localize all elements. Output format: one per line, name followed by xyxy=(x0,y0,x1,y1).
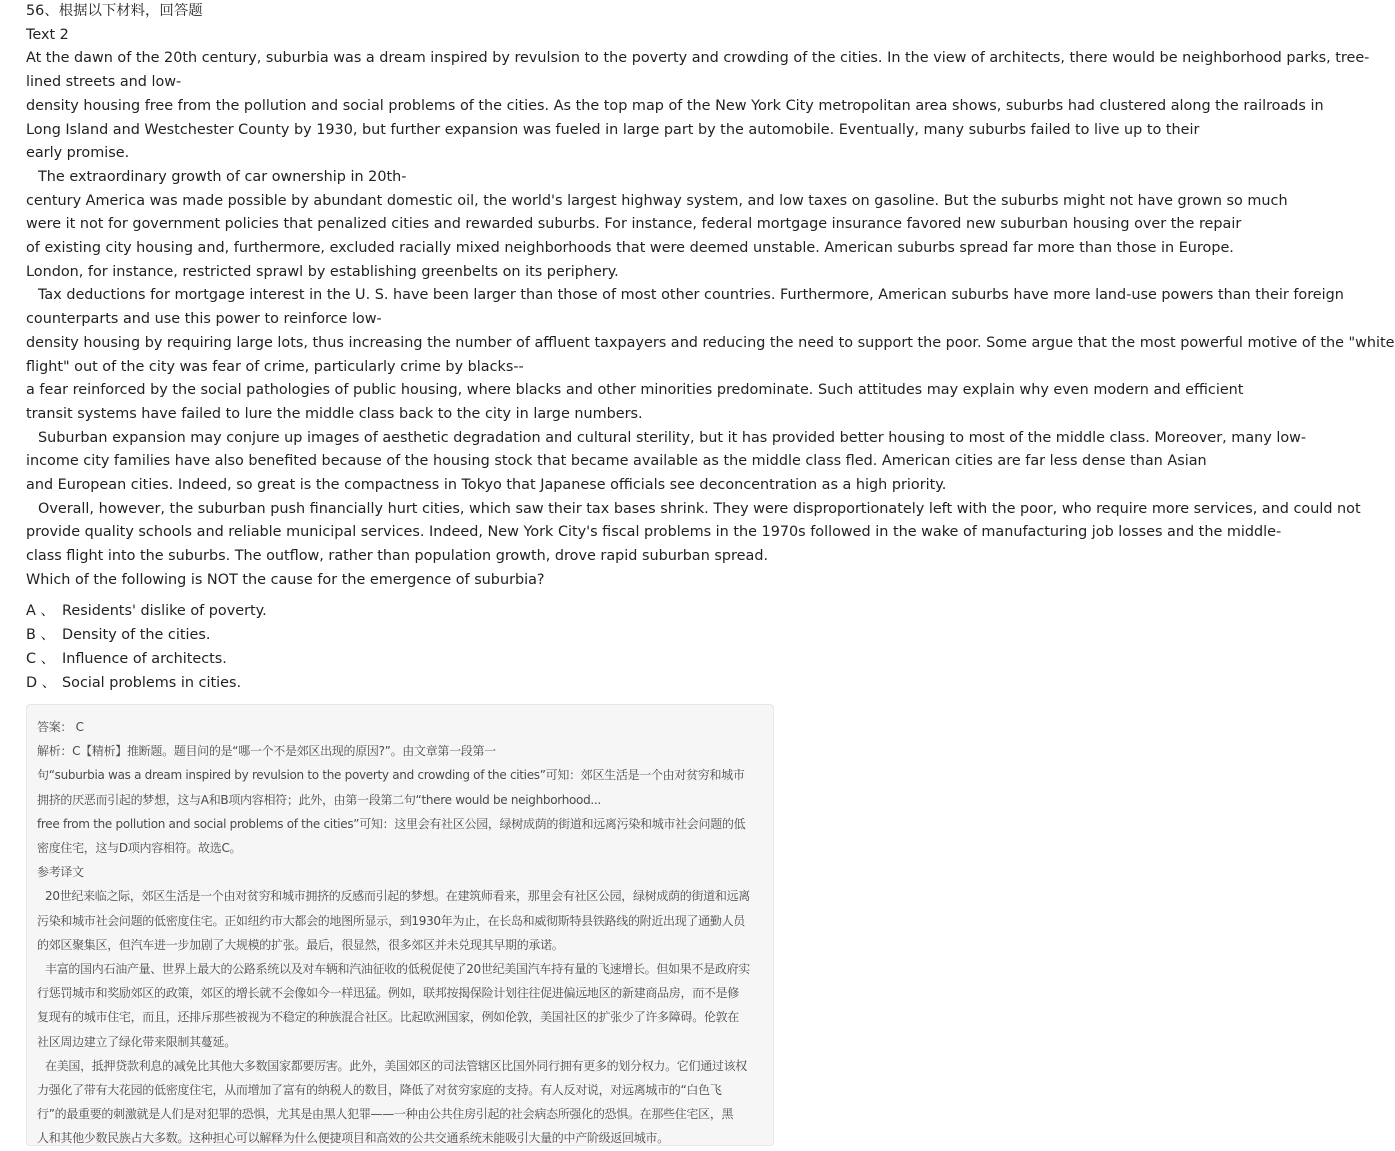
answer-line: 答案： C xyxy=(37,720,84,734)
option-letter: B 、 xyxy=(26,627,55,643)
passage-line: Tax deductions for mortgage interest in the U. S. have been larger than those of most other countries. Furthermore, American suburbs have more land-use powers than their foreign xyxy=(38,287,1344,304)
option-a xyxy=(26,599,267,623)
passage-line: density housing free from the pollution and social problems of the cities. As the top map of the New York City metropolitan area shows, suburbs had clustered along the railroads in xyxy=(26,97,1324,114)
passage-line: early promise. xyxy=(26,145,130,162)
explanation-line: 力强化了带有大花园的低密度住宅，从而增加了富有的纳税人的数目，降低了对贫穷家庭的支持。有人反对说，对远离城市的“白色飞 xyxy=(37,1083,722,1098)
explanation-line: 句“suburbia was a dream inspired by revulsion to the poverty and crowding of the cities”可知：郊区生活是一个由对贫穷和城市 xyxy=(37,768,745,783)
explanation-line: 人和其他少数民族占大多数。这种担心可以解释为什么便捷项目和高效的公共交通系统未能吸引大量的中产阶级返回城市。 xyxy=(37,1131,669,1146)
explanation-line: 拥挤的厌恶而引起的梦想，这与A和B项内容相符；此外，由第一段第二句“there would be neighborhood... xyxy=(37,792,601,807)
passage-line: flight" out of the city was fear of crime, particularly crime by blacks-- xyxy=(26,358,524,375)
answer-box xyxy=(26,704,774,1146)
passage-line: Suburban expansion may conjure up images of aesthetic degradation and cultural sterility, but it has provided better housing to most of the middle class. Moreover, many low- xyxy=(38,429,1307,446)
passage-line: At the dawn of the 20th century, suburbia was a dream inspired by revulsion to the poverty and crowding of the cities. In the view of architects, there would be neighborhood parks, tree- xyxy=(26,50,1370,67)
explanation-line: 20世纪来临之际，郊区生活是一个由对贫穷和城市拥挤的反感而引起的梦想。在建筑师看来，那里会有社区公园，绿树成荫的街道和远离 xyxy=(45,889,750,904)
passage-line: Which of the following is NOT the cause for the emergence of suburbia? xyxy=(26,571,545,588)
passage xyxy=(26,47,1395,592)
explanation-line: 密度住宅，这与D项内容相符。故选C。 xyxy=(37,841,242,856)
question-header: 56、根据以下材料，回答题 xyxy=(26,3,203,19)
passage-line: London, for instance, restricted sprawl by establishing greenbelts on its periphery. xyxy=(26,263,619,280)
explanation-line: 行”的最重要的刺激就是人们是对犯罪的恐惧，尤其是由黑人犯罪——一种由公共住房引起的社会病态所强化的恐惧。在那些住宅区，黑 xyxy=(37,1107,734,1122)
option-text: Social problems in cities. xyxy=(62,675,242,691)
explanation-line: 污染和城市社会问题的低密度住宅。正如纽约市大都会的地图所显示，到1930年为止，在长岛和威彻斯特县铁路线的附近出现了通勤人员 xyxy=(37,913,745,928)
option-letter: A 、 xyxy=(26,603,55,619)
passage-line: a fear reinforced by the social pathologies of public housing, where blacks and other minorities predominate. Such attitudes may explain why even modern and efficient xyxy=(26,382,1244,399)
passage-line: lined streets and low- xyxy=(26,74,182,91)
answer-content xyxy=(27,705,773,1151)
passage-line: century America was made possible by abundant domestic oil, the world's largest highway system, and low taxes on gasoline. But the suburbs might not have grown so much xyxy=(26,192,1288,209)
option-text: Residents' dislike of poverty. xyxy=(62,603,267,619)
passage-line: provide quality schools and reliable municipal services. Indeed, New York City's fiscal problems in the 1970s followed in the wake of manufacturing job losses and the middle- xyxy=(26,524,1282,541)
option-letter: D 、 xyxy=(26,675,57,691)
passage-line: Long Island and Westchester County by 1930, but further expansion was fueled in large part by the automobile. Eventually, many suburbs failed to live up to their xyxy=(26,121,1200,138)
question-block xyxy=(26,0,1395,593)
explanation-line: 社区周边建立了绿化带来限制其蔓延。 xyxy=(37,1034,236,1049)
passage-line: and European cities. Indeed, so great is the compactness in Tokyo that Japanese officials see deconcentration as a high priority. xyxy=(26,477,947,494)
passage-line: class flight into the suburbs. The outflow, rather than population growth, drove rapid suburban spread. xyxy=(26,548,769,565)
options-list xyxy=(26,599,267,695)
option-c xyxy=(26,647,267,671)
passage-line: The extraordinary growth of car ownership in 20th- xyxy=(38,168,407,185)
explanation-line: 丰富的国内石油产量、世界上最大的公路系统以及对车辆和汽油征收的低税促使了20世纪美国汽车持有量的飞速增长。但如果不是政府实 xyxy=(45,962,750,977)
text-label: Text 2 xyxy=(26,26,69,43)
option-text: Density of the cities. xyxy=(62,627,211,643)
explanation-line: 的郊区聚集区，但汽车进一步加剧了大规模的扩张。最后，很显然，很多郊区并未兑现其早期的承诺。 xyxy=(37,937,564,952)
passage-line: income city families have also benefited because of the housing stock that became available as the middle class fled. American cities are far less dense than Asian xyxy=(26,453,1207,470)
passage-line: of existing city housing and, furthermore, excluded racially mixed neighborhoods that were deemed unstable. American suburbs spread far more than those in Europe. xyxy=(26,240,1234,257)
option-text: Influence of architects. xyxy=(62,651,227,667)
explanation-line: 行惩罚城市和奖励郊区的政策，郊区的增长就不会像如今一样迅猛。例如，联邦按揭保险计划往往促进偏远地区的新建商品房，而不是修 xyxy=(37,986,740,1001)
passage-line: counterparts and use this power to reinforce low- xyxy=(26,311,382,328)
option-d xyxy=(26,671,267,695)
analysis-line: 解析：C【精析】推断题。题目问的是“哪一个不是郊区出现的原因?”。由文章第一段第一 xyxy=(37,744,496,759)
explanation-line: 参考译文 xyxy=(37,865,84,880)
option-b xyxy=(26,623,267,647)
option-letter: C 、 xyxy=(26,651,56,667)
explanation-line: 复现有的城市住宅，而且，还排斥那些被视为不稳定的种族混合社区。比起欧洲国家，例如伦敦，美国社区的扩张少了许多障碍。伦敦在 xyxy=(37,1010,740,1025)
explanation-line: free from the pollution and social problems of the cities”可知：这里会有社区公园，绿树成荫的街道和远离污染和城市社会问题的低 xyxy=(37,816,746,831)
passage-line: were it not for government policies that penalized cities and rewarded suburbs. For instance, federal mortgage insurance favored new suburban housing over the repair xyxy=(26,216,1242,233)
passage-line: Overall, however, the suburban push financially hurt cities, which saw their tax bases shrink. They were disproportionately left with the poor, who require more services, and could not xyxy=(38,500,1361,517)
passage-line: density housing by requiring large lots, thus increasing the number of affluent taxpayers and reducing the need to support the poor. Some argue that the most powerful motive of the "white xyxy=(26,334,1395,351)
explanation-line: 在美国，抵押贷款利息的减免比其他大多数国家都要厉害。此外，美国郊区的司法管辖区比国外同行拥有更多的划分权力。它们通过该权 xyxy=(45,1058,748,1073)
passage-line: transit systems have failed to lure the middle class back to the city in large numbers. xyxy=(26,405,643,422)
